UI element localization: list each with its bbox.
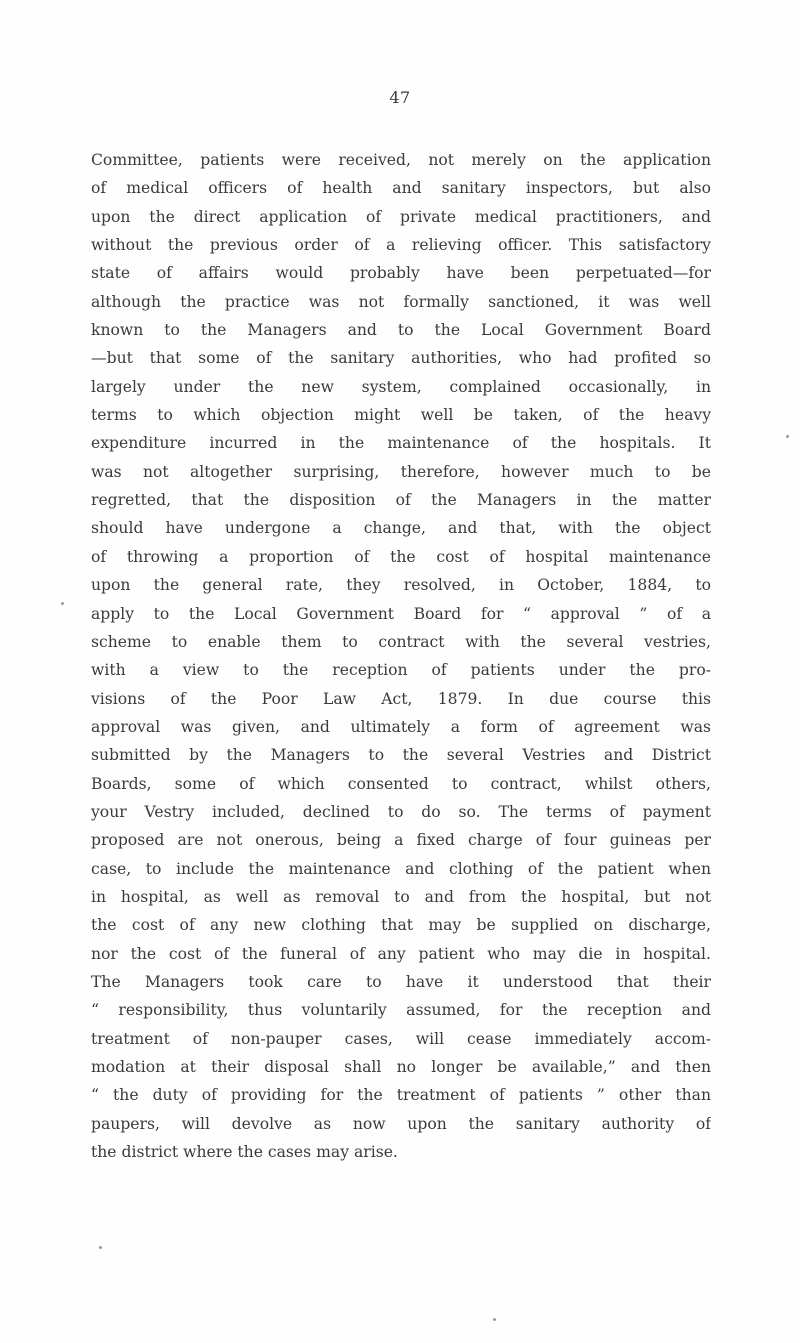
print-speck: [786, 435, 789, 438]
text-line: of throwing a proportion of the cost of hospital maintenance: [91, 547, 711, 566]
text-line: “ responsibility, thus voluntarily assumed, for the reception and: [91, 1001, 711, 1020]
text-line: upon the direct application of private medical practitioners, and: [91, 207, 711, 226]
text-line: although the practice was not formally sanctioned, it was well: [91, 292, 711, 311]
text-line: treatment of non-pauper cases, will cease immediately accom-: [91, 1029, 711, 1048]
text-line: The Managers took care to have it understood that their: [91, 972, 711, 991]
text-line: regretted, that the disposition of the Managers in the matter: [91, 491, 711, 510]
text-line: —but that some of the sanitary authorities, who had profited so: [91, 349, 711, 368]
text-line: paupers, will devolve as now upon the sanitary authority of: [91, 1114, 711, 1133]
body-paragraph: [91, 146, 711, 1166]
text-line: state of affairs would probably have been perpetuated—for: [91, 264, 711, 283]
text-line: should have undergone a change, and that, with the object: [91, 519, 711, 538]
page-number: 47: [389, 88, 411, 107]
text-line: submitted by the Managers to the several Vestries and District: [91, 746, 711, 765]
text-line: was not altogether surprising, therefore, however much to be: [91, 462, 711, 481]
text-line: scheme to enable them to contract with the several vestries,: [91, 632, 711, 651]
text-line: the district where the cases may arise.: [91, 1143, 398, 1162]
text-line: your Vestry included, declined to do so. The terms of payment: [91, 802, 711, 821]
text-line: nor the cost of the funeral of any patient who may die in hospital.: [91, 944, 711, 963]
text-line: of medical officers of health and sanitary inspectors, but also: [91, 179, 711, 198]
text-line: terms to which objection might well be taken, of the heavy: [91, 406, 711, 425]
text-line: apply to the Local Government Board for “ approval ” of a: [91, 604, 711, 623]
text-line: without the previous order of a relieving officer. This satisfactory: [91, 236, 711, 255]
print-speck: [99, 1246, 102, 1249]
text-line: approval was given, and ultimately a form of agreement was: [91, 717, 711, 736]
print-speck: [61, 602, 64, 605]
text-line: upon the general rate, they resolved, in October, 1884, to: [91, 576, 711, 595]
text-line: known to the Managers and to the Local Government Board: [91, 321, 711, 340]
text-line: proposed are not onerous, being a fixed charge of four guineas per: [91, 831, 711, 850]
text-line: modation at their disposal shall no longer be available,” and then: [91, 1058, 711, 1076]
text-line: visions of the Poor Law Act, 1879. In due course this: [91, 689, 711, 708]
text-line: expenditure incurred in the maintenance of the hospitals. It: [91, 434, 711, 453]
text-line: the cost of any new clothing that may be supplied on discharge,: [91, 916, 711, 935]
text-line: “ the duty of providing for the treatment of patients ” other than: [91, 1086, 711, 1105]
text-line: with a view to the reception of patients under the pro-: [91, 661, 711, 680]
text-line: largely under the new system, complained occasionally, in: [91, 377, 711, 396]
text-line: Committee, patients were received, not merely on the application: [91, 151, 711, 169]
text-line: in hospital, as well as removal to and from the hospital, but not: [91, 887, 711, 906]
text-line: case, to include the maintenance and clothing of the patient when: [91, 859, 711, 878]
text-line: Boards, some of which consented to contract, whilst others,: [91, 774, 711, 793]
print-speck: [493, 1318, 496, 1321]
